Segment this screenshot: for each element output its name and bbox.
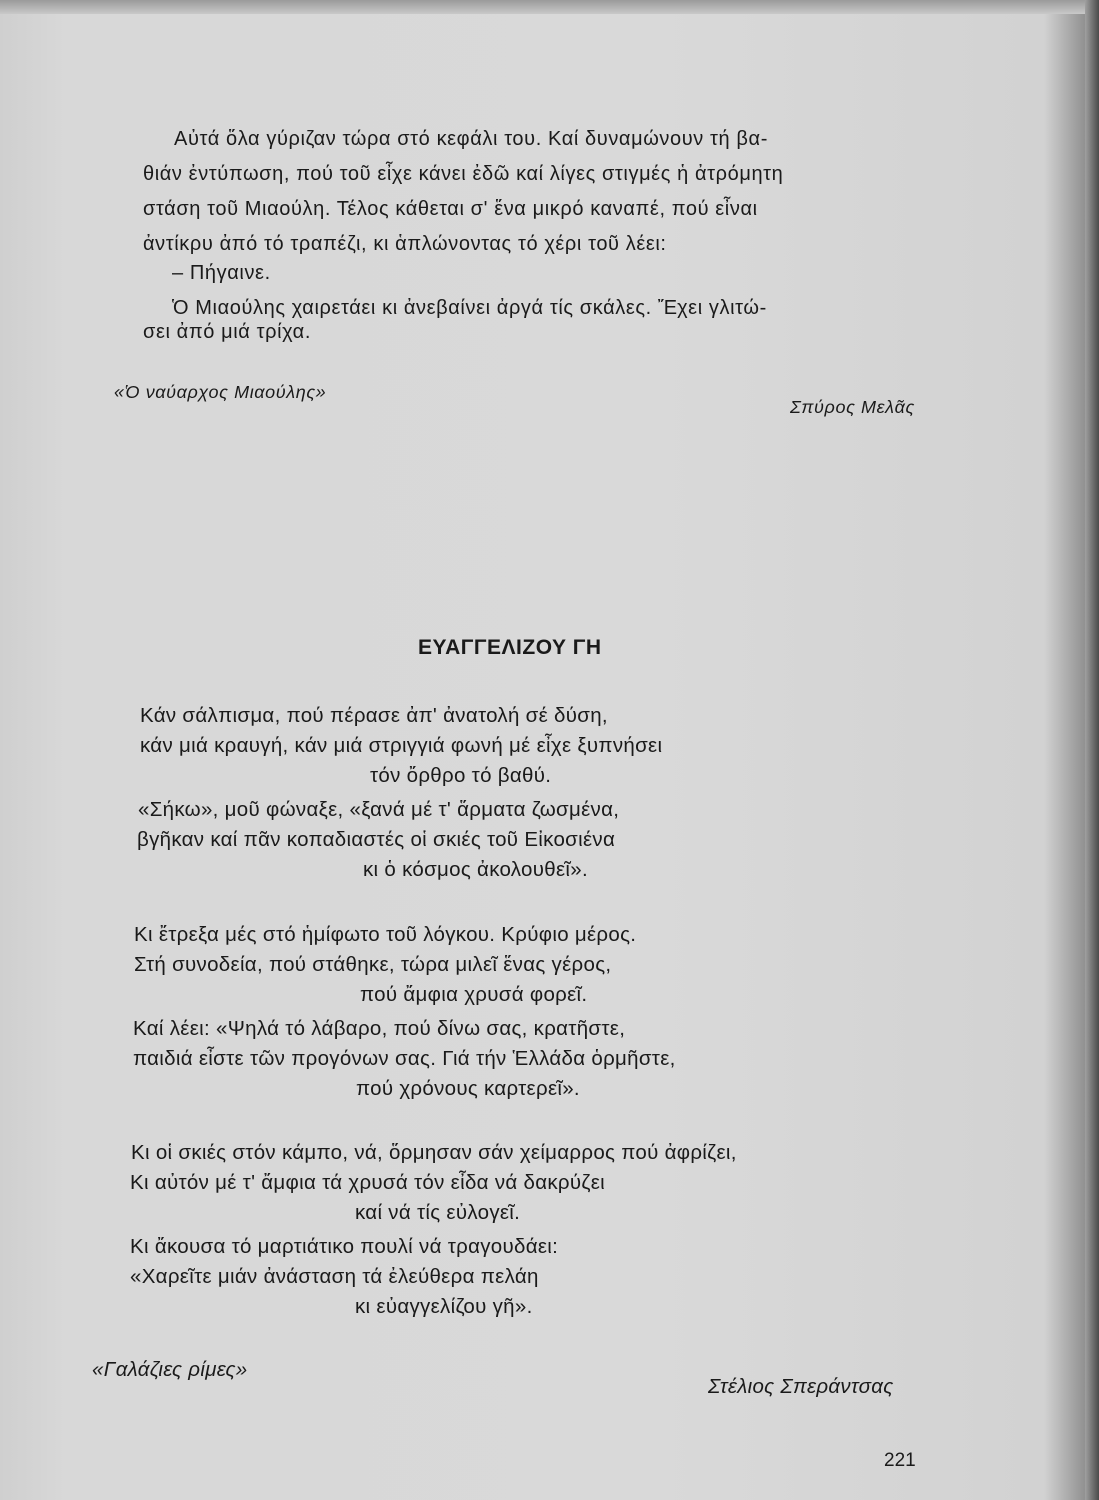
poem-line: τόν ὄρθρο τό βαθύ. (370, 764, 552, 787)
poem-line: βγῆκαν καί πᾶν κοπαδιαστές οἱ σκιές τοῦ Εἰκοσιένα (137, 828, 616, 851)
poem-line: «Χαρεῖτε μιάν ἀνάσταση τά ἐλεύθερα πελάη (130, 1265, 539, 1288)
prose-line: – Πήγαινε. (172, 262, 271, 284)
poem-line: Κι ἄκουσα τό μαρτιάτικο πουλί νά τραγουδάει: (130, 1235, 559, 1258)
prose-source: «Ὁ ναύαρχος Μιαούλης» (114, 382, 327, 402)
poem-line: πού ἄμφια χρυσά φορεῖ. (360, 983, 588, 1006)
poem-source: «Γαλάζιες ρίμες» (92, 1358, 248, 1381)
page-binding-edge (1085, 0, 1099, 1500)
poem-author: Στέλιος Σπεράντσας (708, 1375, 894, 1398)
prose-line: Αὐτά ὅλα γύριζαν τώρα στό κεφάλι του. Καί δυναμώνουν τή βα- (174, 128, 768, 150)
prose-line: Ὁ Μιαούλης χαιρετάει κι ἀνεβαίνει ἀργά τίς σκάλες. Ἔχει γλιτώ- (172, 297, 767, 319)
poem-line: «Σήκω», μοῦ φώναξε, «ξανά μέ τ' ἅρματα ζωσμένα, (138, 798, 620, 821)
poem-line: κάν μιά κραυγή, κάν μιά στριγγιά φωνή μέ εἶχε ξυπνήσει (140, 734, 663, 757)
poem-line: Κάν σάλπισμα, πού πέρασε ἀπ' ἀνατολή σέ δύση, (140, 704, 608, 727)
poem-line: Κι ἔτρεξα μές στό ἡμίφωτο τοῦ λόγκου. Κρύφιο μέρος. (134, 923, 637, 946)
poem-line: Κι αὐτόν μέ τ' ἄμφια τά χρυσά τόν εἶδα νά δακρύζει (130, 1171, 606, 1194)
prose-author: Σπύρος Μελᾶς (790, 397, 915, 417)
prose-line: στάση τοῦ Μιαούλη. Τέλος κάθεται σ' ἕνα μικρό καναπέ, πού εἶναι (143, 198, 758, 220)
poem-title: ΕΥΑΓΓΕΛΙΖΟΥ ΓΗ (418, 636, 602, 659)
prose-line: θιάν ἐντύπωση, πού τοῦ εἶχε κάνει ἐδῶ καί λίγες στιγμές ἡ ἀτρόμητη (143, 163, 784, 185)
poem-line: κι εὐαγγελίζου γῆ». (355, 1295, 533, 1318)
poem-line: Στή συνοδεία, πού στάθηκε, τώρα μιλεῖ ἕνας γέρος, (134, 953, 612, 976)
poem-line: Κι οἱ σκιές στόν κάμπο, νά, ὅρμησαν σάν χείμαρρος πού ἀφρίζει, (131, 1141, 737, 1164)
page-top-shadow (0, 0, 1099, 14)
prose-line: σει ἀπό μιά τρίχα. (143, 321, 311, 343)
poem-line: πού χρόνους καρτερεῖ». (356, 1077, 580, 1100)
poem-line: καί νά τίς εὐλογεῖ. (355, 1201, 521, 1224)
poem-line: κι ὁ κόσμος ἀκολουθεῖ». (363, 858, 588, 881)
poem-line: παιδιά εἶστε τῶν προγόνων σας. Γιά τήν Ἑλλάδα ὁρμῆστε, (133, 1047, 676, 1070)
prose-line: ἀντίκρυ ἀπό τό τραπέζι, κι ἁπλώνοντας τό χέρι τοῦ λέει: (143, 233, 667, 255)
page-number: 221 (884, 1450, 916, 1471)
poem-line: Καί λέει: «Ψηλά τό λάβαρο, πού δίνω σας, κρατῆστε, (133, 1017, 626, 1040)
